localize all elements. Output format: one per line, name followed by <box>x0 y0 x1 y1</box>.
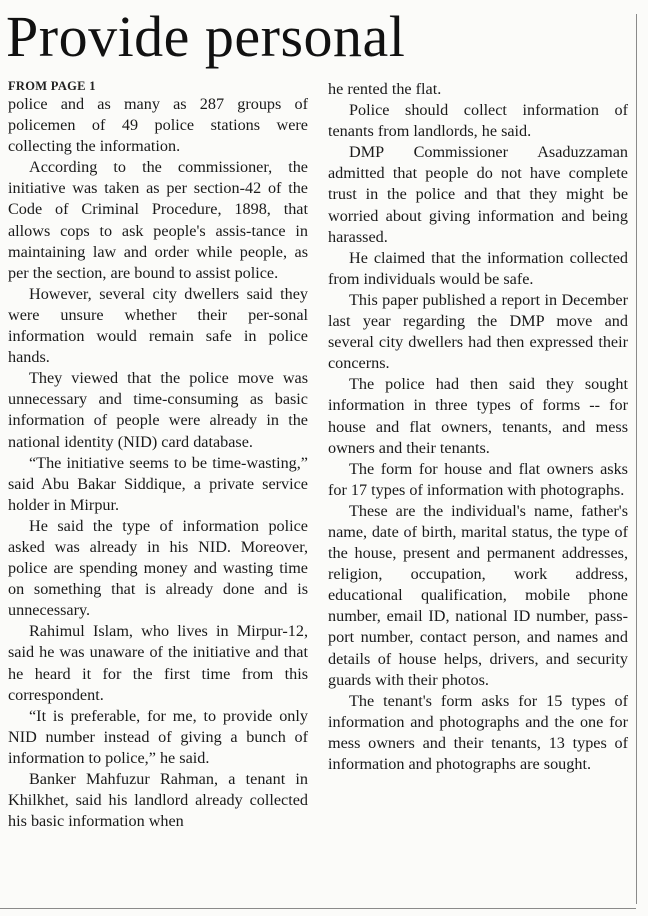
paragraph: “The initiative seems to be time-wasting,” said Abu Bakar Siddique, a private service holder in Mirpur. <box>8 453 308 514</box>
article-column-1 <box>8 94 308 832</box>
paragraph: The tenant's form asks for 15 types of information and photographs and the one for mess owners and their tenants, 13 types of information and photographs are sought. <box>328 691 628 773</box>
paragraph: The form for house and flat owners asks for 17 types of information with photographs. <box>328 459 628 499</box>
paragraph: he rented the flat. <box>328 80 442 98</box>
paragraph: These are the individual's name, father's name, date of birth, marital status, the type of the house, present and permanent addresses, religion, occupation, work address, educational qualification, mobile phone number, email ID, national ID number, pass-port number, contact person, and names and details of house helps, drivers, and security guards with their photos. <box>328 501 628 689</box>
paragraph: police and as many as 287 groups of policemen of 49 police stations were collecting the information. <box>8 95 308 156</box>
paragraph: According to the commissioner, the initiative was taken as per section-42 of the Code of Criminal Procedure, 1898, that allows cops to ask people's assis-tance in maintaining law and order while people, as per the section, are bound to assist police. <box>8 158 308 282</box>
paragraph: However, several city dwellers said they were unsure whether their per-sonal information would remain safe in police hands. <box>8 284 308 367</box>
article-column-2 <box>328 79 628 775</box>
paragraph: Banker Mahfuzur Rahman, a tenant in Khilkhet, said his landlord already collected his basic information when <box>8 770 308 831</box>
headline: Provide personal <box>6 4 406 69</box>
paragraph: Rahimul Islam, who lives in Mirpur-12, said he was unaware of the initiative and that he heard it for the first time from this correspondent. <box>8 622 308 704</box>
paragraph: They viewed that the police move was unnecessary and time-consuming as basic information of people were already in the national identity (NID) card database. <box>8 369 308 451</box>
paragraph: The police had then said they sought information in three types of forms -- for house and flat owners, tenants, and mess owners and their tenants. <box>328 375 628 457</box>
paragraph: Police should collect information of tenants from landlords, he said. <box>328 101 628 141</box>
paragraph: He said the type of information police asked was already in his NID. Moreover, police are spending money and wasting time on something that is already done and is unnecessary. <box>8 516 308 620</box>
paragraph: This paper published a report in December last year regarding the DMP move and several city dwellers had then expressed their concerns. <box>328 290 628 373</box>
paragraph: He claimed that the information collected from individuals would be safe. <box>328 248 628 288</box>
paragraph: “It is preferable, for me, to provide only NID number instead of giving a bunch of information to police,” he said. <box>8 706 308 767</box>
column-divider <box>636 14 637 904</box>
bottom-rule <box>0 908 636 909</box>
paragraph: DMP Commissioner Asaduzzaman admitted that people do not have complete trust in the police and that they might be worried about giving information and being harassed. <box>328 143 628 246</box>
continuation-label: FROM PAGE 1 <box>8 79 96 93</box>
